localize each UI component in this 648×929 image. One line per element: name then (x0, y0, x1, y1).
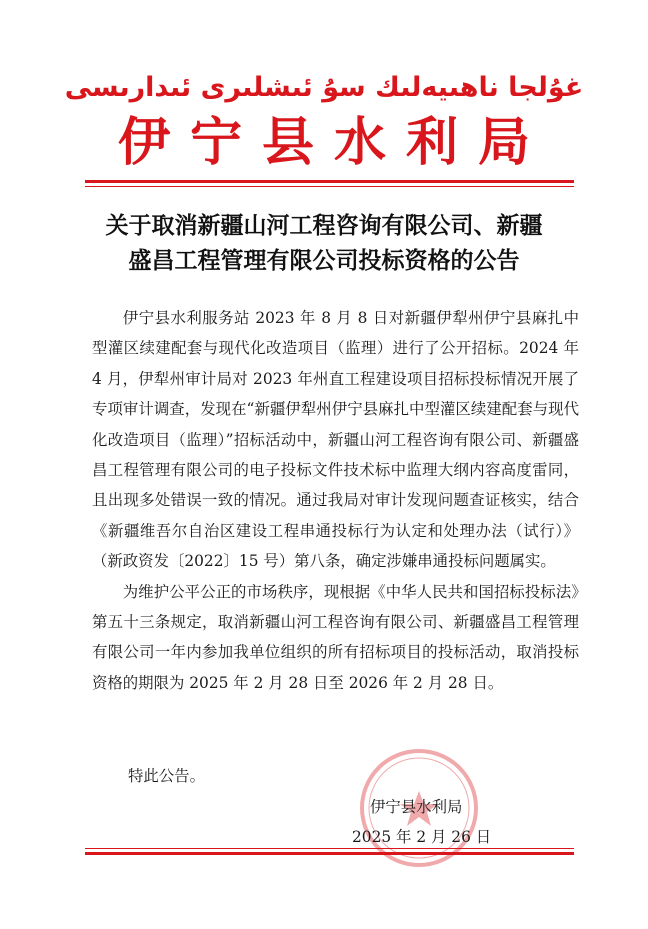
letterhead-rule-thin (85, 186, 574, 187)
letterhead-rule-thick (85, 180, 574, 183)
notice-title-line1: 关于取消新疆山河工程咨询有限公司、新疆 (105, 212, 543, 239)
uyghur-agency-title: غۇلجا ناھىيەلىك سۇ ئىشلىرى ئىدارىسى (64, 72, 584, 103)
notice-body (92, 303, 579, 698)
body-paragraph-1: 伊宁县水利服务站 2023 年 8 月 8 日对新疆伊犁州伊宁县麻扎中型灌区续建配套与现代化改造项目（监理）进行了公开招标。2024 年 4 月，伊犁州审计局对 2023 年州直工程建设项目招标投标情况开展了专项审计调查，发现在“新疆伊犁州伊宁县麻扎中型灌区续建配套与现代化改造项目（监理）”招标活动中，新疆山河工程咨询有限公司、新疆盛昌工程管理有限公司的电子投标文件技术标中监理大纲内容高度雷同，且出现多处错误一致的情况。通过我局对审计发现问题查证核实，结合《新疆维吾尔自治区建设工程串通投标行为认定和处理办法（试行）》（新政资发〔2022〕15 号）第八条，确定涉嫌串通投标问题属实。 (92, 309, 579, 571)
agency-letterhead: 伊宁县水利局 (117, 112, 550, 173)
signature-date: 2025 年 2 月 26 日 (352, 828, 492, 846)
signature-agency: 伊宁县水利局 (370, 798, 463, 816)
footer-rule-thick (85, 852, 574, 855)
footer-rule-thin (85, 848, 574, 849)
body-paragraph-2: 为维护公平公正的市场秩序，现根据《中华人民共和国招标投标法》第五十三条规定，取消新疆山河工程咨询有限公司、新疆盛昌工程管理有限公司一年内参加我单位组织的所有招标项目的投标活动，取消投标资格的期限为 2025 年 2 月 28 日至 2026 年 2 月 28 日。 (92, 582, 579, 692)
notice-title (72, 208, 576, 278)
notice-title-line2: 盛昌工程管理有限公司投标资格的公告 (128, 247, 520, 274)
closing-text: 特此公告。 (128, 767, 205, 785)
